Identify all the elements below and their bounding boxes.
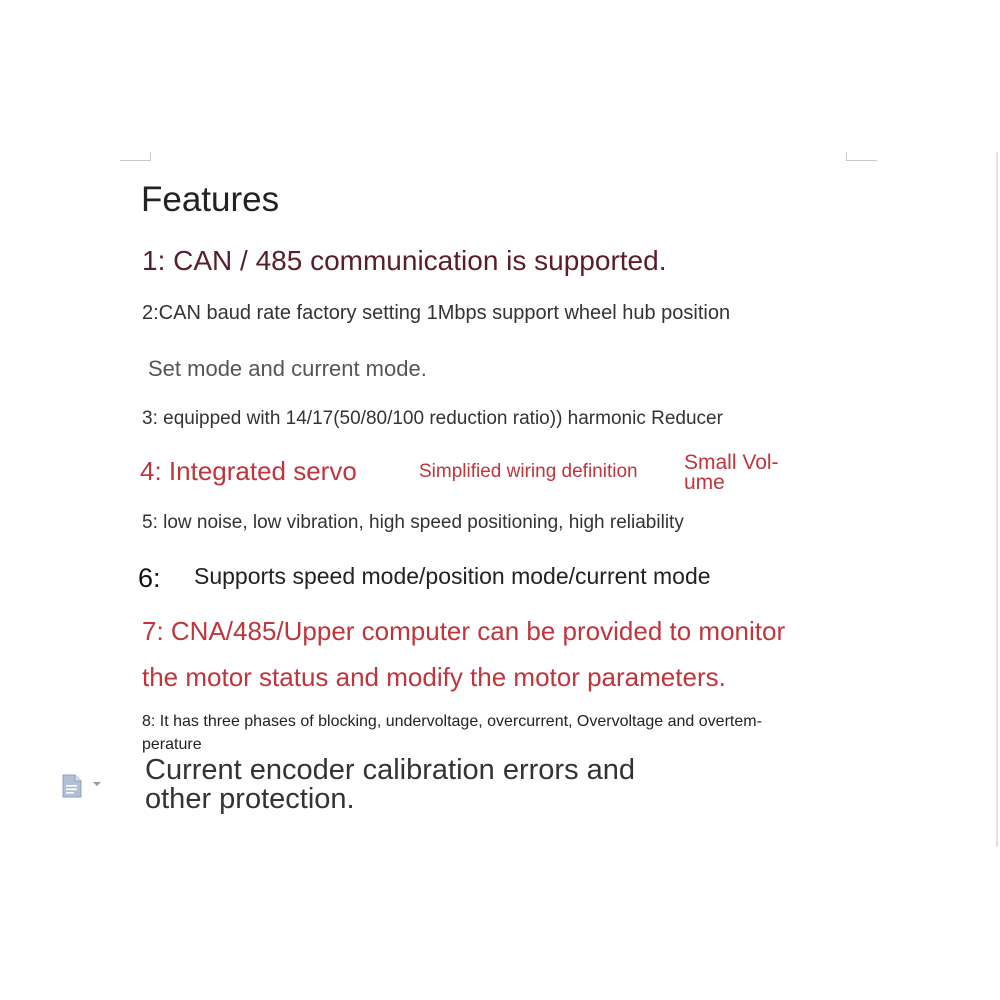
feature-2: 2:CAN baud rate factory setting 1Mbps support wheel hub position	[142, 302, 731, 324]
feature-8-line3: Current encoder calibration errors and	[145, 754, 636, 786]
feature-4-small-volume-line2: ume	[684, 471, 725, 494]
feature-8-line1: 8: It has three phases of blocking, undervoltage, overcurrent, Overvoltage and overtem-	[142, 713, 762, 730]
feature-7-line2: the motor status and modify the motor parameters.	[142, 662, 726, 692]
chevron-down-icon[interactable]	[93, 782, 101, 786]
feature-4-integrated-servo: 4: Integrated servo	[140, 456, 357, 486]
feature-4-small-volume-line1: Small Vol-	[684, 451, 779, 474]
feature-8-line4: other protection.	[145, 783, 355, 815]
feature-2-continued: Set mode and current mode.	[148, 356, 427, 381]
feature-1: 1: CAN / 485 communication is supported.	[142, 245, 667, 276]
features-heading: Features	[141, 180, 280, 219]
page-corner-top-left	[120, 152, 151, 161]
page-right-edge	[996, 152, 998, 847]
feature-6-number: 6:	[138, 563, 161, 593]
feature-4-wiring: Simplified wiring definition	[419, 461, 638, 482]
feature-7-line1: 7: CNA/485/Upper computer can be provided to monitor	[142, 616, 786, 646]
feature-8-line2: perature	[142, 736, 202, 753]
feature-6: Supports speed mode/position mode/current mode	[194, 563, 711, 589]
feature-3: 3: equipped with 14/17(50/80/100 reduction ratio)) harmonic Reducer	[142, 408, 723, 429]
document-icon[interactable]	[61, 774, 83, 798]
page-corner-top-right	[846, 152, 877, 161]
feature-5: 5: low noise, low vibration, high speed positioning, high reliability	[142, 512, 684, 533]
